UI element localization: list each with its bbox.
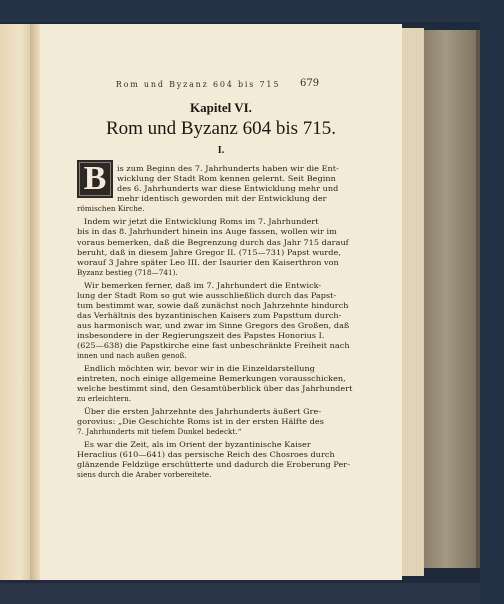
text-line: glänzende Feldzüge erschütterte und dadurch die Eroberung Per- [77, 460, 350, 469]
text-line: Wir bemerken ferner, daß im 7. Jahrhundert die Entwick- [84, 281, 322, 290]
text-line: bis in das 8. Jahrhundert hinein ins Auge fassen, wollen wir im [77, 227, 337, 236]
scan-frame-top [0, 0, 504, 22]
scan-frame-right [480, 0, 504, 604]
text-line: wicklung der Stadt Rom kennen gelernt. Seit Beginn [117, 174, 336, 183]
page-number: 679 [300, 78, 320, 89]
text-line: beruht, daß in diesem Jahre Gregor II. (715—731) Papst wurde, [77, 248, 341, 257]
text-line: innen und nach außen genoß. [77, 351, 187, 360]
text-line: Es war die Zeit, als im Orient der byzantinische Kaiser [84, 440, 311, 449]
text-line: römischen Kirche. [77, 204, 145, 213]
text-line: Byzanz bestieg (718—741). [77, 268, 178, 277]
section-number: I. [217, 145, 225, 156]
scan-frame-bottom [0, 583, 504, 604]
text-line: lung der Stadt Rom so gut wie ausschließlich durch das Papst- [77, 291, 337, 300]
text-line: aus harmonisch war, und zwar im Sinne Gregors des Großen, daß [77, 321, 350, 330]
text-line: gorovius: „Die Geschichte Roms ist in der ersten Hälfte des [77, 417, 324, 426]
text-line: (625—638) die Papstkirche eine fast unbeschränkte Freiheit nach [77, 341, 350, 350]
text-line: voraus bemerken, daß die Begrenzung durch das Jahr 715 darauf [77, 238, 349, 247]
text-line: Über die ersten Jahrzehnte des Jahrhunderts äußert Gre- [84, 407, 322, 416]
book-cover [424, 30, 478, 568]
text-line: siens durch die Araber vorbereitete. [77, 470, 212, 479]
text-line: is zum Beginn des 7. Jahrhunderts haben wir die Ent- [117, 164, 339, 173]
drop-cap: B [77, 160, 113, 198]
text-line: 7. Jahrhunderts mit tiefem Dunkel bedeckt.“ [77, 427, 242, 436]
text-line: welche bestimmt sind, den Gesamtüberblick über das Jahrhundert [77, 384, 353, 393]
page-edges [402, 28, 424, 576]
chapter-title: Rom und Byzanz 604 bis 715. [105, 118, 337, 139]
chapter-heading: Kapitel VI. [190, 100, 252, 115]
text-line: Endlich möchten wir, bevor wir in die Einzeldarstellung [84, 364, 315, 373]
text-line: des 6. Jahrhunderts war diese Entwicklung mehr und [117, 184, 339, 193]
text-line: Heraclius (610—641) das persische Reich des Chosroes durch [77, 450, 335, 459]
text-line: worauf 3 Jahre später Leo III. der Isaurier den Kaiserthron von [77, 258, 339, 267]
text-line: Indem wir jetzt die Entwicklung Roms im 7. Jahrhundert [84, 217, 319, 226]
text-line: zu erleichtern. [77, 394, 132, 403]
text-line: das Verhältnis des byzantinischen Kaisers zum Papsttum durch- [77, 311, 342, 320]
book-cover-edge [476, 30, 480, 568]
running-head: Rom und Byzanz 604 bis 715 [115, 80, 281, 89]
text-line: mehr identisch geworden mit der Entwicklung der [117, 194, 327, 203]
text-line: eintreten, noch einige allgemeine Bemerkungen vorausschicken, [77, 374, 346, 383]
text-line: tum bestimmt war, sowie daß zunächst noch Jahrzehnte hindurch [77, 301, 349, 310]
facing-page-edge [0, 24, 34, 580]
text-line: insbesondere in der Regierungszeit des Papstes Honorius I. [77, 331, 325, 340]
